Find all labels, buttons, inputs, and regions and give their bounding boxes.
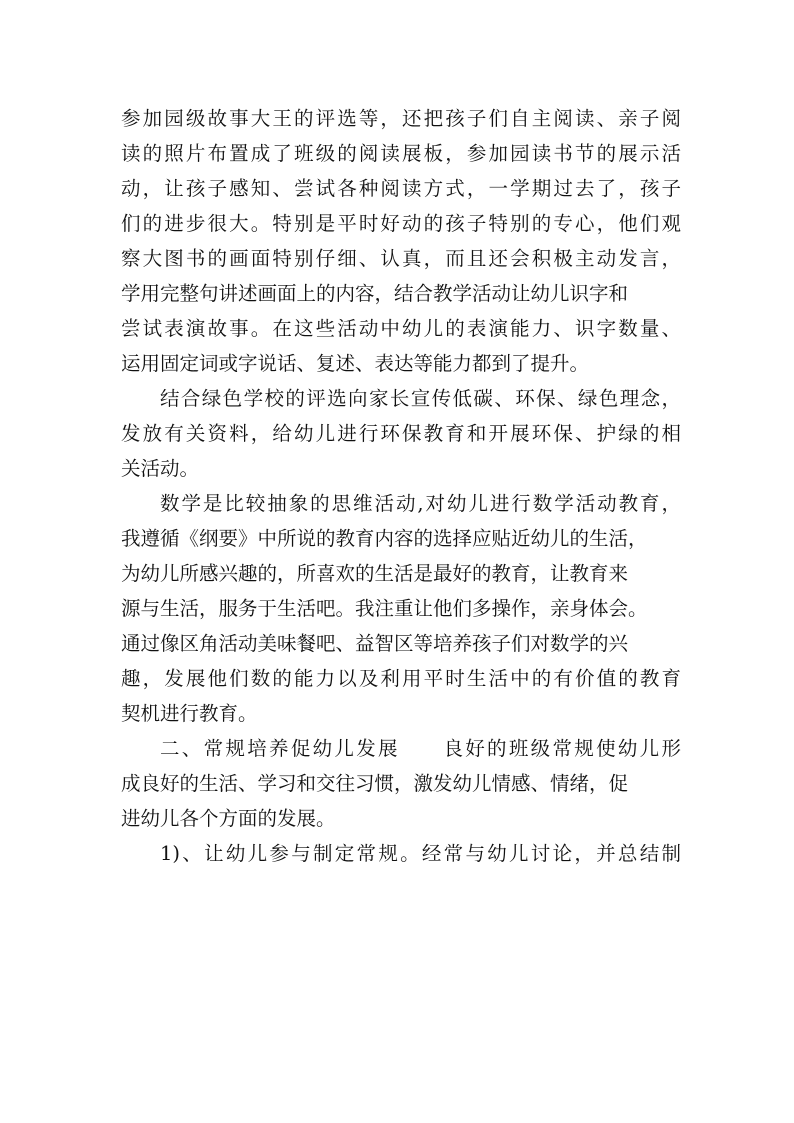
text-line: 数学是比较抽象的思维活动,对幼儿进行数学活动教育， [160,492,681,515]
text-line: 契机进行教育。 [121,702,258,725]
paragraph [121,731,681,836]
paragraph [121,101,681,381]
text-line: 尝试表演故事。在这些活动中幼儿的表演能力、识字数量、 [121,317,681,340]
text-line: 运用固定词或字说话、复述、表达等能力都到了提升。 [121,352,590,375]
text-line: 通过像区角活动美味餐吧、益智区等培养孩子们对数学的兴 [121,632,629,655]
text-line: 动，让孩子感知、尝试各种阅读方式，一学期过去了，孩子 [121,177,681,200]
text-line: 们的进步很大。特别是平时好动的孩子特别的专心，他们观 [121,212,681,235]
text-line: 学用完整句讲述画面上的内容，结合教学活动让幼儿识字和 [121,282,629,305]
text-line: 参加园级故事大王的评选等，还把孩子们自主阅读、亲子阅 [121,107,681,130]
text-line: 关活动。 [121,457,200,480]
text-line: 1)、让幼儿参与制定常规。经常与幼儿讨论，并总结制 [160,842,681,865]
paragraph [121,486,681,731]
text-line: 源与生活，服务于生活吧。我注重让他们多操作，亲身体会。 [121,597,648,620]
text-line: 读的照片布置成了班级的阅读展板，参加园读书节的展示活 [121,142,681,165]
text-line: 进幼儿各个方面的发展。 [121,807,336,830]
text-line: 成良好的生活、学习和交往习惯，激发幼儿情感、情绪，促 [121,772,629,795]
paragraph [121,381,681,486]
body-text [121,101,681,871]
text-line: 察大图书的画面特别仔细、认真，而且还会积极主动发言， [121,247,681,270]
text-line: 为幼儿所感兴趣的，所喜欢的生活是最好的教育，让教育来 [121,562,629,585]
text-line: 结合绿色学校的评选向家长宣传低碳、环保、绿色理念， [160,387,681,410]
text-line: 趣，发展他们数的能力以及利用平时生活中的有价值的教育 [121,667,681,690]
text-line: 二、常规培养促幼儿发展 良好的班级常规使幼儿形 [160,737,681,760]
paragraph [121,836,681,871]
text-line: 我遵循《纲要》中所说的教育内容的选择应贴近幼儿的生活， [121,527,648,550]
text-line: 发放有关资料，给幼儿进行环保教育和开展环保、护绿的相 [121,422,681,445]
